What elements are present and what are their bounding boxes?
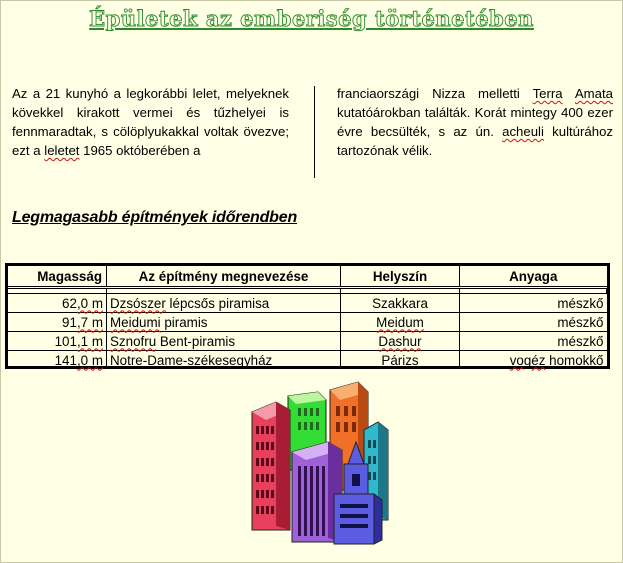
- buildings-table: [5, 263, 610, 369]
- cell-location: Dashur: [341, 332, 460, 351]
- intro-right-text-2: kutatóárokban találták. Korát mintegy 400 ezer évre becsülték, s az ún.: [337, 105, 613, 139]
- header-height: Magasság: [8, 266, 107, 288]
- table-header-row: [8, 266, 607, 288]
- intro-left-text-2: 1965 októberében a: [79, 143, 201, 158]
- header-material: Anyaga: [509, 268, 558, 284]
- cell-height: 91,7 m: [8, 313, 107, 332]
- column-divider: [314, 86, 315, 178]
- cell-material: mészkő: [460, 332, 607, 351]
- spell-flag-terra: Terra: [532, 86, 563, 101]
- spell-flag-leletet: leletet: [44, 143, 80, 158]
- table-row: [8, 313, 607, 332]
- cell-name: Meidumi piramis: [107, 313, 341, 332]
- intro-left-text-1: Az a 21 kunyhó a legkorábbi lelet, melyeknek kövekkel kirakott vermei és tűzhelyei is fennmaradtak, s cölöplyukakkal voltak övezve; ezt a: [12, 86, 289, 158]
- intro-right-text-1: franciaországi Nizza melletti: [337, 86, 533, 101]
- cell-height: 62,0 m: [8, 294, 107, 313]
- table-row: [8, 294, 607, 313]
- cell-height: 141,0 m: [8, 351, 107, 370]
- intro-right-text-3: kultúrához tartozónak vélik.: [337, 124, 613, 158]
- table-row: [8, 351, 607, 370]
- cell-location: Szakkara: [341, 294, 460, 313]
- header-location: Helyszín: [341, 266, 460, 288]
- intro-column-right: [337, 84, 613, 160]
- cell-material: vogéz homokkő: [509, 352, 604, 368]
- table-row: [8, 332, 607, 351]
- cell-name: Notre-Dame-székesegyház: [107, 351, 341, 370]
- section-title: Legmagasabb építmények időrendben: [12, 209, 298, 226]
- cell-name: Sznofru Bent-piramis: [107, 332, 341, 351]
- cell-name: Dzsószer lépcsős piramisa: [107, 294, 341, 313]
- cell-location: Párizs: [341, 351, 460, 370]
- header-name: Az építmény megnevezése: [107, 266, 341, 288]
- intro-column-left: [12, 84, 289, 160]
- cell-location: Meidum: [341, 313, 460, 332]
- spell-flag-acheuli: acheuli: [502, 124, 544, 139]
- spell-flag-amata: Amata: [574, 86, 614, 101]
- cell-material: mészkő: [460, 313, 607, 332]
- page-title: Épületek az emberiség történetében: [89, 6, 534, 31]
- cell-height: 101,1 m: [8, 332, 107, 351]
- cell-material: mészkő: [460, 294, 607, 313]
- city-buildings-clipart: [246, 380, 396, 550]
